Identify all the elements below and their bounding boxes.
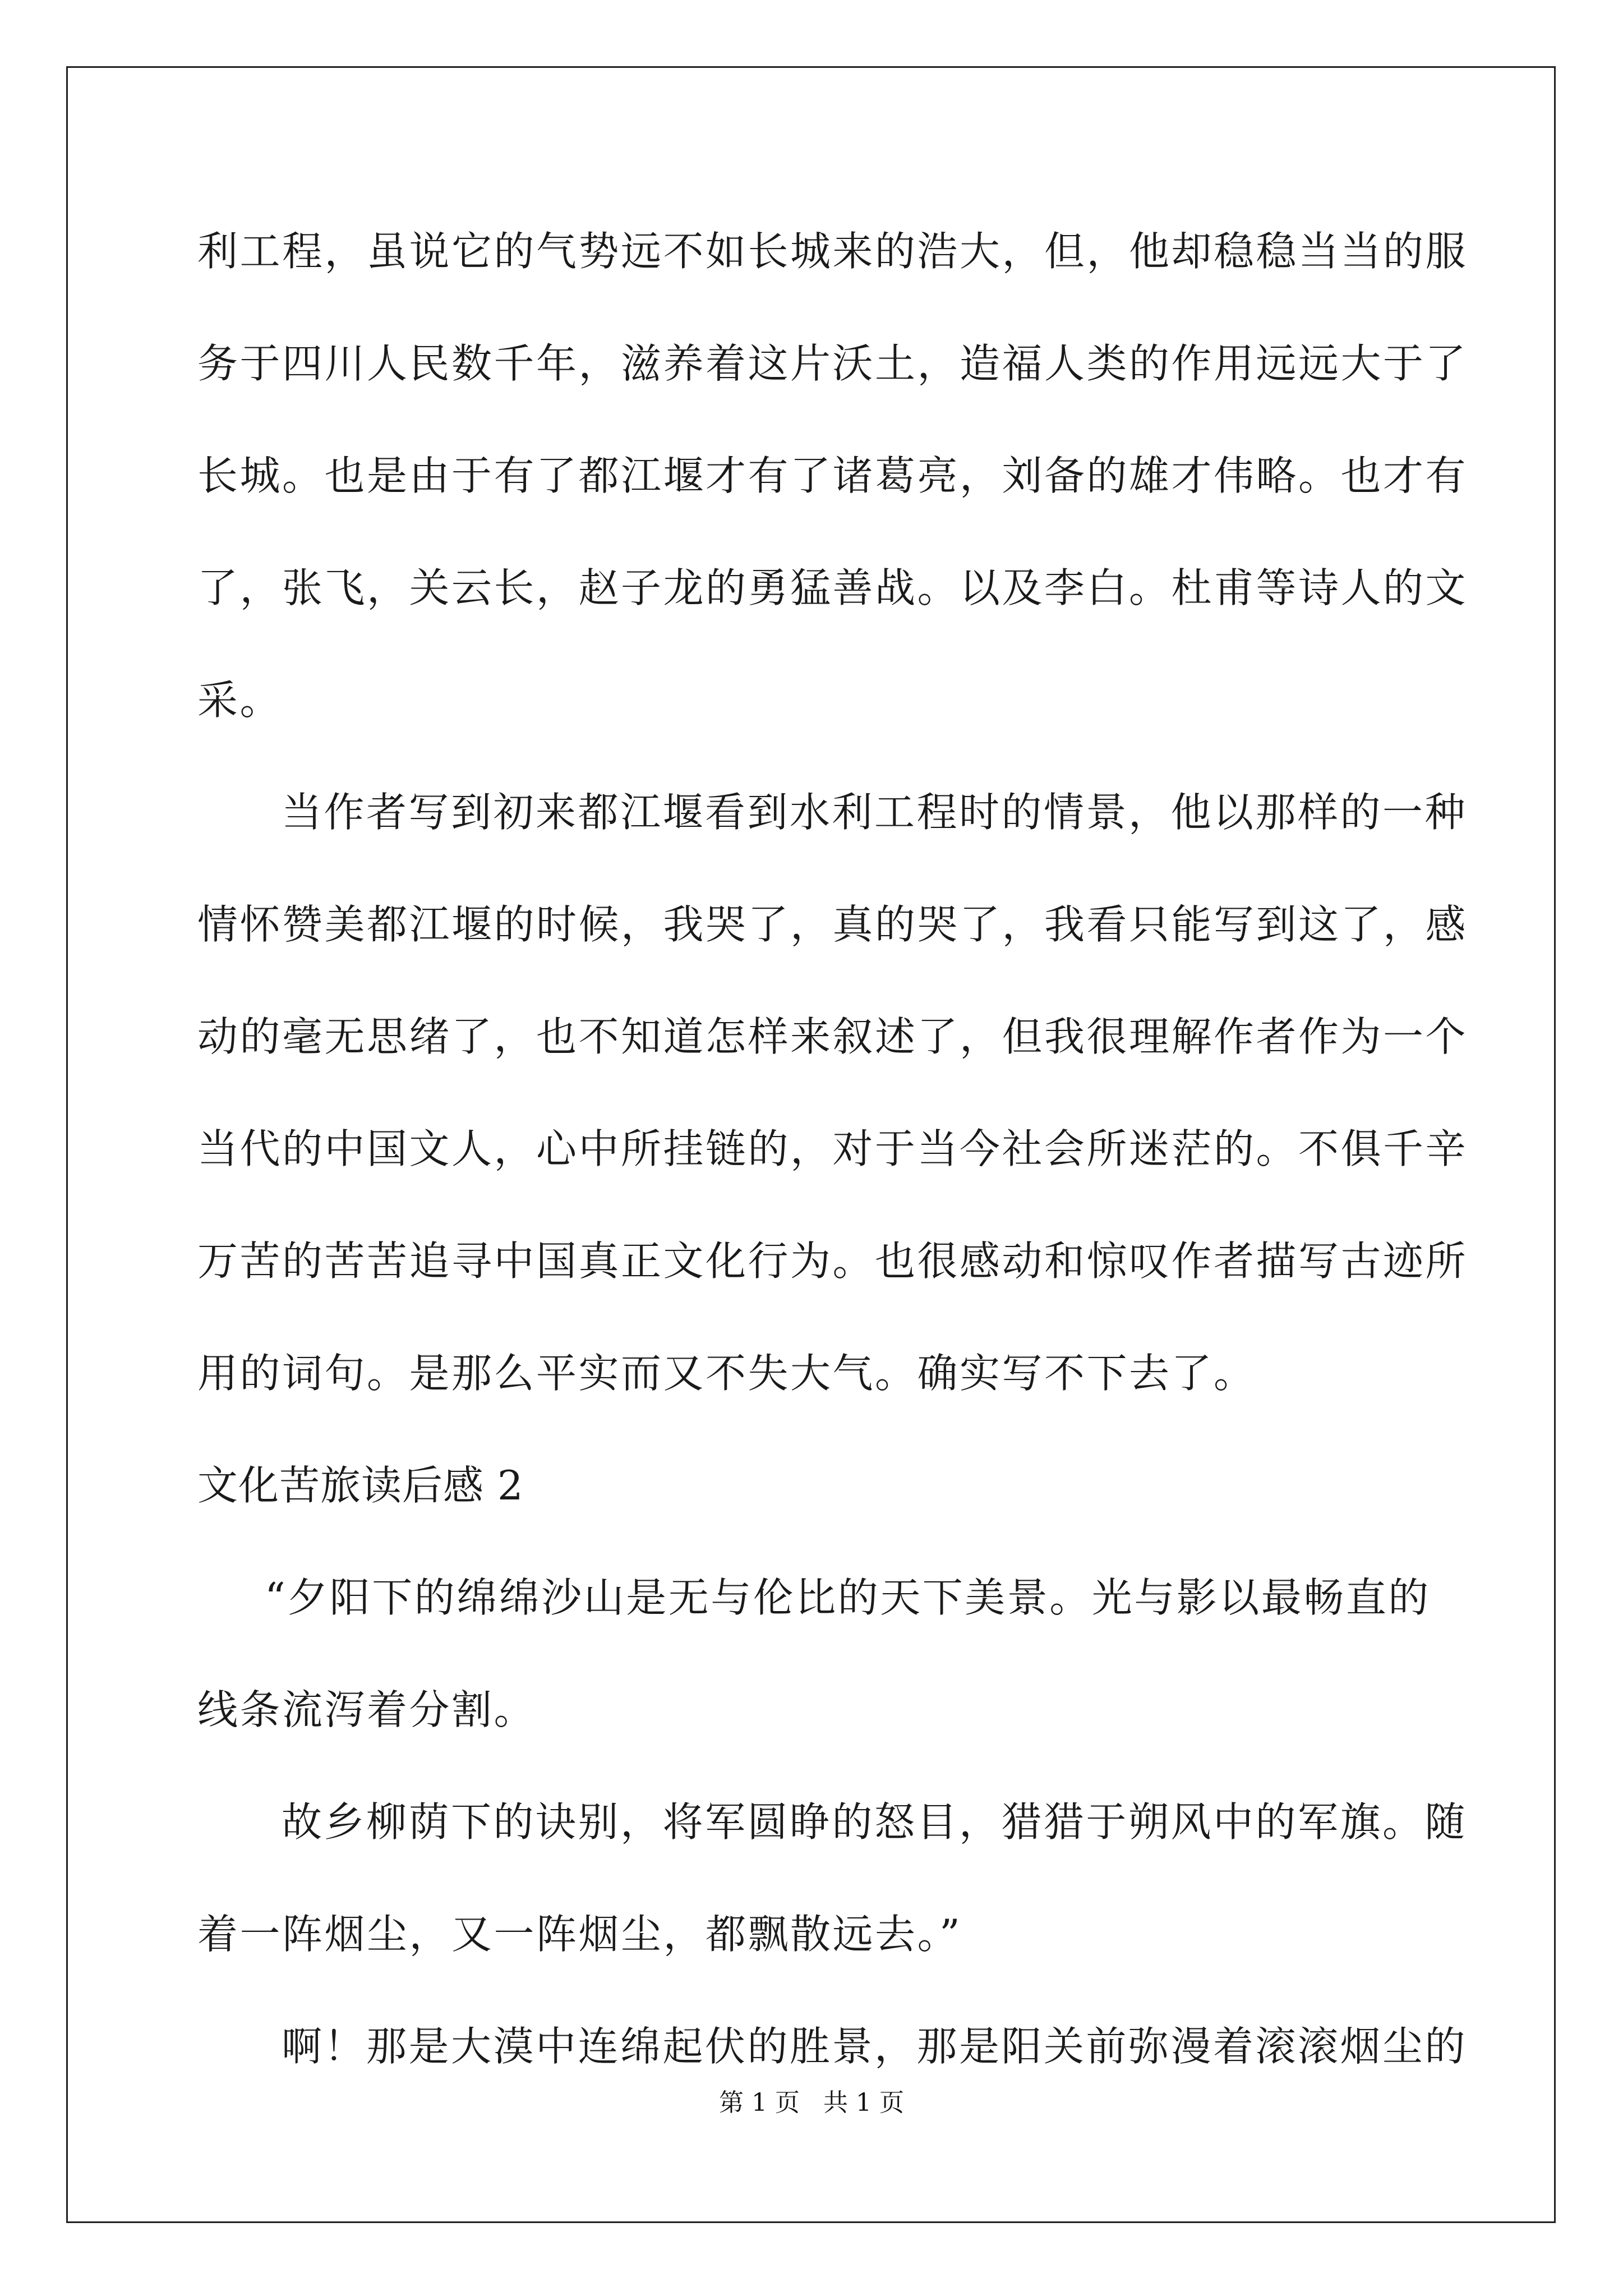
text-line: 动的毫无思绪了，也不知道怎样来叙述了，但我很理解作者作为一个 bbox=[197, 1013, 1468, 1060]
text-line: 情怀赞美都江堰的时候，我哭了，真的哭了，我看只能写到这了，感 bbox=[197, 901, 1468, 948]
text-line: “夕阳下的绵绵沙山是无与伦比的天下美景。光与影以最畅直的 bbox=[265, 1574, 1431, 1621]
text-line: 着一阵烟尘，又一阵烟尘，都飘散远去。” bbox=[197, 1911, 962, 1958]
text-line: 线条流泻着分割。 bbox=[197, 1686, 537, 1733]
page-footer bbox=[0, 2082, 1623, 2118]
text-line: 务于四川人民数千年，滋养着这片沃土，造福人类的作用远远大于了 bbox=[197, 340, 1468, 387]
text-line: 故乡柳荫下的诀别，将军圆睁的怒目，猎猎于朔风中的军旗。随 bbox=[282, 1798, 1468, 1846]
text-line: 万苦的苦苦追寻中国真正文化行为。也很感动和惊叹作者描写古迹所 bbox=[197, 1237, 1468, 1285]
section-heading: 文化苦旅读后感 2 bbox=[197, 1462, 524, 1509]
text-line: 当代的中国文人，心中所挂链的，对于当今社会所迷茫的。不俱千辛 bbox=[197, 1125, 1468, 1172]
text-line: 用的词句。是那么平实而又不失大气。确实写不下去了。 bbox=[197, 1350, 1256, 1397]
text-line: 长城。也是由于有了都江堰才有了诸葛亮，刘备的雄才伟略。也才有 bbox=[197, 452, 1468, 499]
page-number-current: 第 1 页 bbox=[719, 2088, 800, 2117]
text-line: 了，张飞，关云长，赵子龙的勇猛善战。以及李白。杜甫等诗人的文 bbox=[197, 564, 1468, 611]
text-line: 利工程，虽说它的气势远不如长城来的浩大，但，他却稳稳当当的服 bbox=[197, 228, 1468, 275]
page-number-total: 共 1 页 bbox=[823, 2088, 904, 2117]
document-body bbox=[197, 195, 1468, 2102]
text-line: 啊！那是大漠中连绵起伏的胜景，那是阳关前弥漫着滚滚烟尘的 bbox=[282, 2023, 1468, 2070]
text-line: 采。 bbox=[197, 677, 283, 724]
text-line: 当作者写到初来都江堰看到水利工程时的情景，他以那样的一种 bbox=[282, 789, 1468, 836]
